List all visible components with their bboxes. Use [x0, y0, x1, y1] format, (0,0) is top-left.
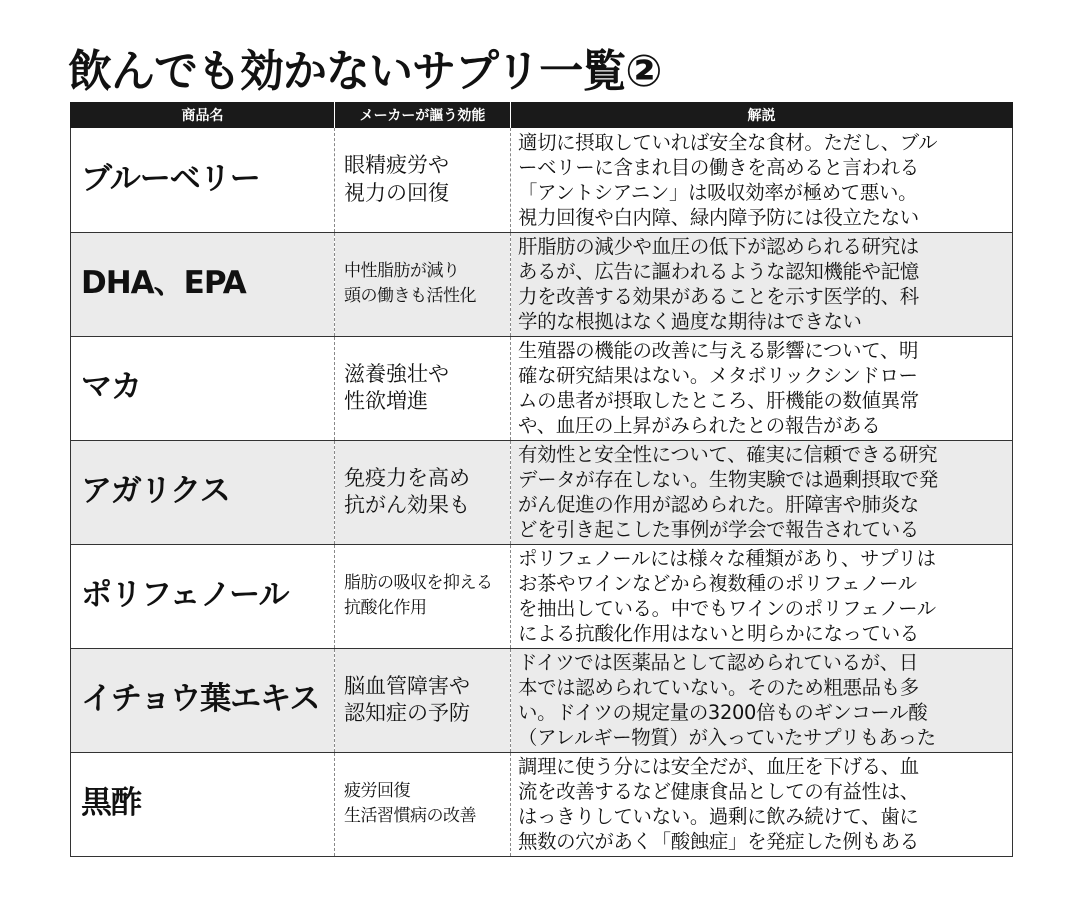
table-row: [71, 336, 1013, 440]
claimed-effect-line: 生活習慣病の改善: [344, 806, 476, 826]
explanation-line: 無数の穴があく「酸蝕症」を発症した例もある: [518, 830, 919, 853]
explanation-line: 本では認められていない。そのため粗悪品も多: [518, 676, 919, 699]
table-body: [71, 128, 1013, 856]
table-row: [71, 440, 1013, 544]
explanation: [511, 232, 1013, 336]
explanation-line: 肝脂肪の減少や血圧の低下が認められる研究は: [518, 235, 919, 258]
claimed-effect-line: 抗がん効果も: [344, 493, 470, 517]
explanation-line: 流を改善するなど健康食品としての有益性は、: [518, 780, 919, 803]
product-name: ブルーベリー: [71, 128, 335, 232]
explanation-line: どを引き起こした事例が学会で報告されている: [518, 518, 919, 541]
explanation-line: （アレルギー物質）が入っていたサプリもあった: [518, 726, 936, 749]
explanation-line: 学的な根拠はなく過度な期待はできない: [518, 310, 862, 333]
claimed-effect-line: 抗酸化作用: [344, 598, 427, 618]
explanation-line: を抽出している。中でもワインのポリフェノール: [518, 597, 936, 620]
explanation-line: 力を改善する効果があることを示す医学的、科: [518, 285, 919, 308]
table-row: [71, 128, 1013, 232]
explanation-line: 「アントシアニン」は吸収効率が極めて悪い。: [518, 180, 918, 204]
explanation-line: 有効性と安全性について、確実に信頼できる研究: [518, 443, 938, 466]
page-title: 飲んでも効かないサプリ一覧②: [68, 46, 662, 97]
explanation-line: ーベリーに含まれ目の働きを高めると言われる: [518, 155, 919, 179]
claimed-effect-line: 滋養強壮や: [344, 361, 449, 386]
claimed-effect-line: 脳血管障害や: [344, 673, 470, 698]
explanation-line: データが存在しない。生物実験では過剰摂取で発: [518, 468, 938, 491]
explanation-line: 視力回復や白内障、緑内障予防には役立たない: [518, 205, 919, 229]
header-claimed-effect: メーカーが謳う効能: [335, 102, 511, 128]
explanation: [511, 544, 1013, 648]
header-explanation: 解説: [511, 102, 1013, 128]
product-name: マカ: [71, 336, 335, 440]
claimed-effect-line: 視力の回復: [344, 180, 449, 205]
explanation-line: い。ドイツの規定量の3200倍ものギンコール酸: [518, 701, 928, 724]
table-row: [71, 232, 1013, 336]
table-row: [71, 752, 1013, 856]
explanation-line: ポリフェノールには様々な種類があり、サプリは: [518, 547, 936, 570]
explanation-line: 調理に使う分には安全だが、血圧を下げる、血: [518, 755, 919, 778]
explanation: [511, 440, 1013, 544]
supplement-table: [70, 102, 1013, 857]
explanation: [511, 128, 1013, 232]
explanation-line: による抗酸化作用はないと明らかになっている: [518, 622, 919, 645]
header-row: [71, 102, 1013, 128]
explanation-line: あるが、広告に謳われるような認知機能や記憶: [518, 260, 919, 283]
claimed-effect: [335, 336, 511, 440]
claimed-effect-line: 免疫力を高め: [344, 465, 470, 490]
header-product-name: 商品名: [71, 102, 335, 128]
explanation-line: 確な研究結果はない。メタボリックシンドロー: [518, 364, 918, 387]
table-row: [71, 544, 1013, 648]
explanation-line: 生殖器の機能の改善に与える影響について、明: [518, 339, 919, 362]
explanation: [511, 648, 1013, 752]
claimed-effect-line: 疲労回復: [344, 781, 410, 802]
table-header: [71, 102, 1013, 128]
explanation: [511, 752, 1013, 856]
explanation-line: ドイツでは医薬品として認められているが、日: [518, 651, 918, 674]
explanation: [511, 336, 1013, 440]
product-name: イチョウ葉エキス: [71, 648, 335, 752]
claimed-effect-line: 脂肪の吸収を抑える: [344, 573, 493, 594]
product-name: 黒酢: [71, 752, 335, 856]
claimed-effect: [335, 648, 511, 752]
claimed-effect: [335, 232, 511, 336]
claimed-effect: [335, 752, 511, 856]
product-name: ポリフェノール: [71, 544, 335, 648]
explanation-line: ムの患者が摂取したところ、肝機能の数値異常: [518, 389, 919, 412]
claimed-effect-line: 眼精疲労や: [344, 153, 449, 178]
claimed-effect: [335, 128, 511, 232]
claimed-effect-line: 性欲増進: [344, 389, 428, 413]
product-name: アガリクス: [71, 440, 335, 544]
explanation-line: や、血圧の上昇がみられたとの報告がある: [518, 414, 881, 437]
explanation-line: はっきりしていない。過剰に飲み続けて、歯に: [518, 805, 919, 828]
claimed-effect: [335, 440, 511, 544]
claimed-effect-line: 中性脂肪が減り: [344, 261, 460, 282]
table-row: [71, 648, 1013, 752]
claimed-effect-line: 頭の働きも活性化: [344, 286, 476, 306]
explanation-line: 適切に摂取していれば安全な食材。ただし、ブル: [518, 130, 938, 154]
explanation-line: がん促進の作用が認められた。肝障害や肺炎な: [518, 493, 919, 516]
claimed-effect-line: 認知症の予防: [344, 701, 470, 725]
product-name: DHA、EPA: [71, 232, 335, 336]
explanation-line: お茶やワインなどから複数種のポリフェノール: [518, 572, 917, 595]
claimed-effect: [335, 544, 511, 648]
